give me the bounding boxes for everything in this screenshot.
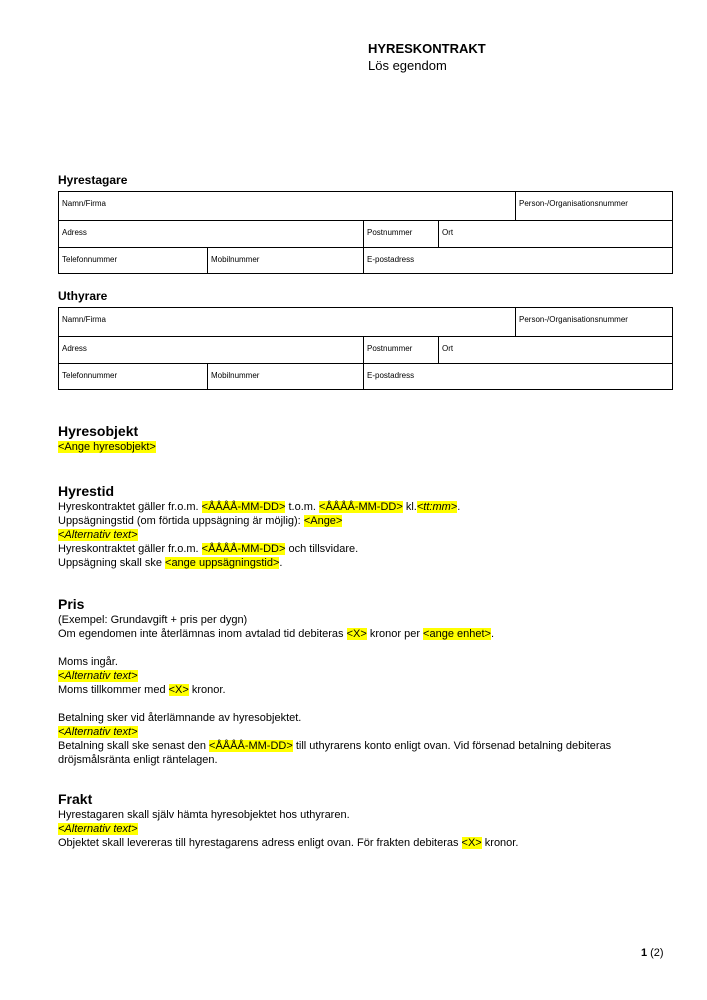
adress-label: Adress	[62, 228, 87, 237]
tillsvidare-start-date-placeholder[interactable]: <ÅÅÅÅ-MM-DD>	[201, 543, 286, 555]
hyresobjekt-heading: Hyresobjekt	[58, 423, 139, 439]
uthyrare-mobil-cell[interactable]	[208, 364, 364, 390]
end-time-placeholder[interactable]: <tt:mm>	[416, 501, 458, 513]
alternativ-text-marker[interactable]: <Alternativ text>	[58, 823, 138, 835]
hyrestagare-table	[58, 191, 673, 274]
uthyrare-orgnr-cell[interactable]	[516, 308, 673, 337]
pris-heading: Pris	[58, 596, 85, 612]
blank-line	[58, 697, 672, 711]
uthyrare-table	[58, 307, 673, 390]
epost-label: E-postadress	[367, 255, 415, 264]
ort-label: Ort	[442, 228, 454, 237]
hyrestagare-epost-cell[interactable]	[364, 248, 673, 274]
frakt-heading: Frakt	[58, 791, 93, 807]
namn-firma-label: Namn/Firma	[62, 199, 107, 208]
hyrestid-period-line	[58, 500, 672, 514]
pris-text: kronor per	[366, 628, 424, 640]
uthyrare-telefon-cell[interactable]	[59, 364, 208, 390]
hyrestagare-postnummer-cell[interactable]	[364, 221, 439, 248]
ort-label: Ort	[442, 344, 454, 353]
page-number-total: (2)	[650, 947, 664, 959]
pris-overdue-line	[58, 627, 672, 641]
frakt-text: kronor.	[481, 837, 519, 849]
hyrestid-text: t.o.m.	[285, 501, 320, 513]
hyrestagare-orgnr-cell[interactable]	[516, 192, 673, 221]
section-hyrestid	[58, 483, 672, 570]
mobil-label: Mobilnummer	[211, 255, 260, 264]
pris-text: kronor.	[188, 684, 226, 696]
hyrestagare-namn-firma-cell[interactable]	[59, 192, 516, 221]
unit-placeholder[interactable]: <ange enhet>	[423, 628, 491, 640]
uthyrare-ort-cell[interactable]	[439, 337, 673, 364]
alternativ-text-marker[interactable]: <Alternativ text>	[58, 726, 138, 738]
hyresobjekt-line	[58, 440, 672, 454]
hyrestid-text: .	[457, 501, 461, 513]
section-hyrestagare	[58, 174, 672, 274]
pris-alt-line-1	[58, 669, 672, 683]
alternativ-text-marker[interactable]: <Alternativ text>	[58, 529, 138, 541]
telefon-label: Telefonnummer	[62, 255, 118, 264]
pris-alt-line-2	[58, 725, 672, 739]
moms-tillkommer-line	[58, 683, 672, 697]
hyrestid-text: .	[279, 557, 283, 569]
uthyrare-epost-cell[interactable]	[364, 364, 673, 390]
uthyrare-heading: Uthyrare	[58, 289, 108, 303]
epost-label: E-postadress	[367, 371, 415, 380]
orgnr-label: Person-/Organisationsnummer	[519, 199, 628, 208]
hyrestid-text: Uppsägning skall ske	[58, 557, 166, 569]
frakt-delivery-line	[58, 836, 672, 850]
overdue-fee-placeholder[interactable]: <X>	[346, 628, 367, 640]
alternativ-text-marker[interactable]: <Alternativ text>	[58, 670, 138, 682]
mobil-label: Mobilnummer	[211, 371, 260, 380]
frakt-text: Objektet skall levereras till hyrestagarens adress enligt ovan. För frakten debiteras	[58, 837, 462, 849]
hyrestid-text: kl.	[402, 501, 417, 513]
end-date-placeholder[interactable]: <ÅÅÅÅ-MM-DD>	[319, 501, 403, 513]
hyresobjekt-placeholder[interactable]: <Ange hyresobjekt>	[58, 441, 156, 453]
postnummer-label: Postnummer	[367, 228, 413, 237]
pris-text: Om egendomen inte återlämnas inom avtalad tid debiteras	[58, 628, 347, 640]
notice-period-placeholder[interactable]: <Ange>	[303, 515, 343, 527]
frakt-alt-line	[58, 822, 672, 836]
hyrestagare-mobil-cell[interactable]	[208, 248, 364, 274]
pris-text: .	[490, 628, 495, 640]
hyrestid-notice-line	[58, 514, 672, 528]
hyrestid-heading: Hyrestid	[58, 483, 115, 499]
adress-label: Adress	[62, 344, 87, 353]
blank-line	[58, 641, 672, 655]
hyrestid-alt-line	[58, 528, 672, 542]
document-subtitle: Lös egendom	[368, 58, 447, 73]
payment-due-date-placeholder[interactable]: <ÅÅÅÅ-MM-DD>	[209, 740, 293, 752]
uthyrare-adress-cell[interactable]	[59, 337, 364, 364]
betalning-due-line	[58, 739, 672, 767]
page-number-current: 1	[641, 947, 648, 959]
uppsagningstid-placeholder[interactable]: <ange uppsägningstid>	[165, 557, 280, 569]
telefon-label: Telefonnummer	[62, 371, 118, 380]
hyrestid-text: Hyreskontraktet gäller fr.o.m.	[58, 501, 202, 513]
section-pris	[58, 596, 672, 767]
orgnr-label: Person-/Organisationsnummer	[519, 315, 628, 324]
hyrestagare-heading: Hyrestagare	[58, 173, 128, 187]
start-date-placeholder[interactable]: <ÅÅÅÅ-MM-DD>	[201, 501, 286, 513]
pris-text: till uthyrarens konto enligt ovan. Vid försenad betalning debiteras dröjsmålsränta enligt räntelagen.	[58, 740, 612, 766]
page-number	[641, 947, 664, 960]
namn-firma-label: Namn/Firma	[62, 315, 107, 324]
uthyrare-namn-firma-cell[interactable]	[59, 308, 516, 337]
hyrestagare-ort-cell[interactable]	[439, 221, 673, 248]
section-frakt	[58, 791, 672, 850]
moms-ingar-line: Moms ingår.	[58, 656, 118, 668]
section-hyresobjekt	[58, 423, 672, 454]
freight-fee-placeholder[interactable]: <X>	[461, 837, 482, 849]
uthyrare-postnummer-cell[interactable]	[364, 337, 439, 364]
hyrestid-text: och tillsvidare.	[285, 543, 359, 555]
hyrestagare-telefon-cell[interactable]	[59, 248, 208, 274]
frakt-pickup-line: Hyrestagaren skall själv hämta hyresobjektet hos uthyraren.	[58, 809, 350, 821]
hyrestid-text: Uppsägningstid (om förtida uppsägning är möjlig):	[58, 515, 304, 527]
hyrestid-uppsagning-line	[58, 556, 672, 570]
pris-text: Betalning skall ske senast den	[58, 740, 210, 752]
hyrestid-text: Hyreskontraktet gäller fr.o.m.	[58, 543, 202, 555]
hyrestagare-adress-cell[interactable]	[59, 221, 364, 248]
document-title: HYRESKONTRAKT	[368, 41, 486, 56]
vat-amount-placeholder[interactable]: <X>	[168, 684, 189, 696]
pris-text: Moms tillkommer med	[58, 684, 169, 696]
postnummer-label: Postnummer	[367, 344, 413, 353]
hyrestid-tillsvidare-line	[58, 542, 672, 556]
pris-example-line: (Exempel: Grundavgift + pris per dygn)	[58, 614, 248, 626]
section-uthyrare	[58, 290, 672, 390]
betalning-return-line: Betalning sker vid återlämnande av hyresobjektet.	[58, 712, 302, 724]
